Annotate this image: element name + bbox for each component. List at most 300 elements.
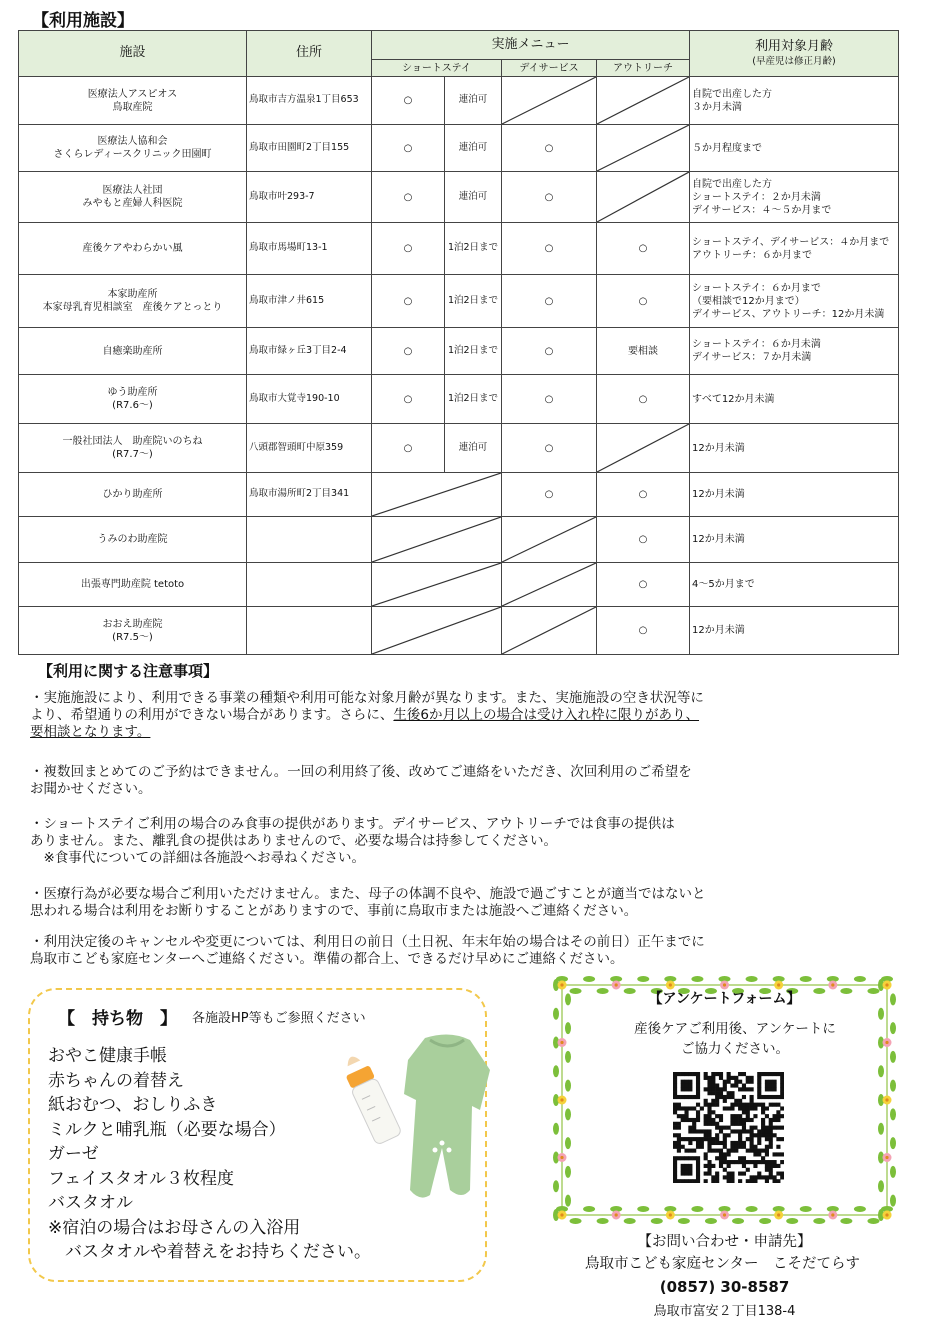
- qr-module: [734, 1118, 738, 1122]
- target-age: [690, 223, 899, 275]
- leaf-icon: [854, 1206, 866, 1212]
- target-age-line: ショートステイ：２か月未満: [692, 191, 821, 203]
- qr-module: [761, 1118, 765, 1122]
- facility-address: 鳥取市大覚寺190-10: [247, 375, 372, 424]
- qr-module: [707, 1133, 711, 1137]
- target-age-line: 4～5か月まで: [692, 579, 755, 590]
- qr-module: [769, 1080, 773, 1084]
- dayservice-mark: ○: [502, 328, 597, 375]
- qr-module: [757, 1095, 761, 1099]
- qr-module: [727, 1160, 731, 1164]
- target-age-line: 12か月未満: [692, 534, 745, 545]
- qr-module: [711, 1087, 715, 1091]
- qr-module: [719, 1141, 723, 1145]
- leaf-icon: [565, 1166, 571, 1178]
- leaf-icon: [565, 1137, 571, 1149]
- facility-section-heading: 【利用施設】: [32, 11, 134, 31]
- flower-center-icon: [777, 983, 780, 986]
- qr-module: [738, 1129, 742, 1133]
- qr-module: [757, 1175, 761, 1179]
- qr-module: [696, 1137, 700, 1141]
- qr-module: [696, 1156, 700, 1160]
- qr-module: [750, 1080, 754, 1084]
- qr-module: [769, 1172, 773, 1176]
- qr-module: [753, 1114, 757, 1118]
- leaf-icon: [878, 1008, 884, 1020]
- outreach-mark: ○: [597, 375, 690, 424]
- qr-module: [692, 1137, 696, 1141]
- shortstay-stay: 1泊2日まで: [445, 275, 502, 328]
- qr-module: [723, 1083, 727, 1087]
- qr-module: [750, 1179, 754, 1183]
- qr-module: [692, 1126, 696, 1130]
- qr-module: [750, 1137, 754, 1141]
- qr-module: [746, 1080, 750, 1084]
- qr-module: [757, 1149, 761, 1153]
- qr-module: [684, 1095, 688, 1099]
- qr-module: [780, 1091, 784, 1095]
- target-age-line: アウトリーチ：６か月まで: [692, 249, 813, 261]
- qr-module: [715, 1149, 719, 1153]
- table-row: [19, 424, 899, 473]
- shortstay-na: [372, 607, 502, 655]
- qr-module: [688, 1087, 692, 1091]
- qr-module: [738, 1156, 742, 1160]
- qr-module: [711, 1103, 715, 1107]
- qr-module: [673, 1080, 677, 1084]
- qr-module: [765, 1080, 769, 1084]
- qr-module: [696, 1164, 700, 1168]
- note-line: ・ショートステイご利用の場合のみ食事の提供があります。デイサービス、アウトリーチでは食事の提供は: [30, 816, 675, 832]
- shortstay-stay: 連泊可: [445, 125, 502, 172]
- col-header-outreach: アウトリーチ: [597, 60, 690, 77]
- outreach-mark: ○: [597, 275, 690, 328]
- qr-module: [730, 1160, 734, 1164]
- qr-module: [730, 1114, 734, 1118]
- qr-module: [704, 1122, 708, 1126]
- qr-module: [773, 1152, 777, 1156]
- qr-module: [780, 1076, 784, 1080]
- qr-module: [688, 1172, 692, 1176]
- qr-module: [673, 1122, 677, 1126]
- flower-center-icon: [669, 1213, 672, 1216]
- qr-module: [677, 1149, 681, 1153]
- qr-module: [673, 1076, 677, 1080]
- qr-module: [707, 1145, 711, 1149]
- facility-name-line: 産後ケアやわらかい風: [82, 243, 183, 254]
- belonging-item: ※宿泊の場合はお母さんの入浴用: [48, 1217, 301, 1238]
- qr-module: [681, 1137, 685, 1141]
- qr-module: [681, 1083, 685, 1087]
- qr-module: [692, 1095, 696, 1099]
- qr-module: [692, 1072, 696, 1076]
- qr-module: [727, 1095, 731, 1099]
- qr-module: [704, 1118, 708, 1122]
- flower-center-icon: [615, 1213, 618, 1216]
- qr-module: [765, 1114, 769, 1118]
- note-line: ・実施施設により、利用できる事業の種類や利用可能な対象月齢が異なります。また、実施施設の空き状況等に: [30, 690, 704, 706]
- qr-module: [692, 1106, 696, 1110]
- qr-module: [746, 1087, 750, 1091]
- flower-center-icon: [669, 983, 672, 986]
- qr-module: [757, 1152, 761, 1156]
- qr-module: [746, 1168, 750, 1172]
- qr-module: [750, 1099, 754, 1103]
- qr-module: [765, 1137, 769, 1141]
- qr-module: [738, 1179, 742, 1183]
- shortstay-na: [372, 563, 502, 607]
- qr-module: [715, 1179, 719, 1183]
- shortstay-na: [372, 473, 502, 517]
- qr-module: [684, 1118, 688, 1122]
- qr-module: [673, 1172, 677, 1176]
- col-header-facility: 施設: [19, 31, 247, 77]
- qr-module: [681, 1080, 685, 1084]
- target-header-title: 利用対象月齢: [755, 38, 834, 54]
- qr-module: [734, 1083, 738, 1087]
- qr-module: [742, 1160, 746, 1164]
- facility-name: [19, 172, 247, 223]
- qr-module: [730, 1172, 734, 1176]
- qr-module: [742, 1129, 746, 1133]
- table-row: [19, 223, 899, 275]
- shortstay-mark: ○: [372, 328, 445, 375]
- leaf-icon: [878, 1065, 884, 1077]
- qr-module: [746, 1114, 750, 1118]
- shortstay-mark: ○: [372, 275, 445, 328]
- qr-module: [773, 1160, 777, 1164]
- facility-address: 鳥取市叶293-7: [247, 172, 372, 223]
- target-age-line: デイサービス：７か月未満: [692, 352, 812, 363]
- qr-module: [727, 1076, 731, 1080]
- qr-module: [688, 1080, 692, 1084]
- qr-module: [769, 1072, 773, 1076]
- qr-module: [715, 1122, 719, 1126]
- facility-name-line: (R7.6～): [112, 400, 153, 411]
- qr-module: [738, 1160, 742, 1164]
- qr-module: [715, 1072, 719, 1076]
- leaf-icon: [565, 1022, 571, 1034]
- qr-module: [704, 1172, 708, 1176]
- qr-module: [673, 1087, 677, 1091]
- dayservice-mark: ○: [502, 375, 597, 424]
- leaf-icon: [890, 1080, 896, 1092]
- qr-module: [776, 1164, 780, 1168]
- qr-module: [673, 1072, 677, 1076]
- target-age-line: 自院で出産した方: [692, 178, 773, 190]
- qr-module: [761, 1095, 765, 1099]
- qr-module: [769, 1145, 773, 1149]
- table-row: [19, 275, 899, 328]
- qr-module: [746, 1103, 750, 1107]
- qr-module: [780, 1080, 784, 1084]
- leaf-icon: [624, 1218, 636, 1224]
- qr-module: [780, 1072, 784, 1076]
- target-age: [690, 517, 899, 563]
- qr-module: [684, 1168, 688, 1172]
- qr-module: [769, 1141, 773, 1145]
- qr-module: [780, 1095, 784, 1099]
- facility-name-line: 出張専門助産院 tetoto: [80, 579, 185, 590]
- qr-module: [711, 1091, 715, 1095]
- qr-module: [773, 1083, 777, 1087]
- target-age: [690, 607, 899, 655]
- qr-module: [673, 1156, 677, 1160]
- qr-module: [746, 1106, 750, 1110]
- table-row: [19, 607, 899, 655]
- facility-address: [247, 563, 372, 607]
- belongings-note: 各施設HP等もご参照ください: [192, 1011, 366, 1026]
- qr-module: [723, 1156, 727, 1160]
- qr-module: [704, 1099, 708, 1103]
- qr-module: [696, 1110, 700, 1114]
- qr-module: [715, 1175, 719, 1179]
- table-row: [19, 172, 899, 223]
- qr-module: [776, 1172, 780, 1176]
- qr-module: [723, 1141, 727, 1145]
- qr-module: [761, 1110, 765, 1114]
- qr-module: [696, 1114, 700, 1118]
- qr-module: [753, 1152, 757, 1156]
- qr-module: [681, 1114, 685, 1118]
- qr-module: [742, 1126, 746, 1130]
- qr-module: [711, 1083, 715, 1087]
- qr-module: [757, 1072, 761, 1076]
- qr-module: [742, 1072, 746, 1076]
- notes-heading: 【利用に関する注意事項】: [38, 662, 219, 680]
- survey-qr-code[interactable]: [673, 1072, 784, 1183]
- note-reservation: [30, 764, 895, 798]
- qr-module: [734, 1160, 738, 1164]
- facility-name-line: (R7.5～): [112, 631, 153, 643]
- leaf-icon: [691, 976, 703, 982]
- qr-module: [730, 1122, 734, 1126]
- shortstay-mark: ○: [372, 172, 445, 223]
- leaf-icon: [854, 976, 866, 982]
- qr-module: [746, 1118, 750, 1122]
- qr-module: [738, 1072, 742, 1076]
- qr-module: [776, 1152, 780, 1156]
- qr-module: [757, 1091, 761, 1095]
- target-age-line: デイサービス、アウトリーチ：12か月未満: [692, 308, 885, 320]
- dayservice-na: [502, 77, 597, 125]
- qr-module: [704, 1129, 708, 1133]
- qr-module: [776, 1110, 780, 1114]
- shortstay-stay: 連泊可: [445, 172, 502, 223]
- shortstay-mark: ○: [372, 77, 445, 125]
- qr-module: [753, 1106, 757, 1110]
- note-line: ・複数回まとめてのご予約はできません。一回の利用終了後、改めてご連絡をいただき、次回利用のご希望を: [30, 764, 692, 780]
- qr-module: [723, 1145, 727, 1149]
- qr-module: [734, 1129, 738, 1133]
- target-age-line: 12か月未満: [692, 442, 745, 454]
- target-age: [690, 473, 899, 517]
- qr-module: [773, 1114, 777, 1118]
- qr-module: [780, 1172, 784, 1176]
- note-line: ありません。また、離乳食の提供はありませんので、必要な場合は持参してください。: [30, 833, 558, 849]
- qr-module: [684, 1149, 688, 1153]
- note-line: ※食事代についての詳細は各施設へお尋ねください。: [30, 850, 366, 866]
- target-age: [690, 328, 899, 375]
- qr-module: [734, 1114, 738, 1118]
- leaf-icon: [583, 1206, 595, 1212]
- qr-module: [681, 1156, 685, 1160]
- qr-module: [719, 1164, 723, 1168]
- facility-name: [19, 77, 247, 125]
- facility-address: 八頭郡智頭町中原359: [247, 424, 372, 473]
- qr-module: [723, 1152, 727, 1156]
- dayservice-mark: ○: [502, 125, 597, 172]
- facility-name-line: 医療法人アスピオス: [87, 88, 178, 100]
- qr-module: [757, 1087, 761, 1091]
- outreach-na: [597, 424, 690, 473]
- qr-module: [746, 1160, 750, 1164]
- qr-module: [738, 1122, 742, 1126]
- qr-module: [723, 1106, 727, 1110]
- qr-module: [715, 1099, 719, 1103]
- flower-center-icon: [723, 983, 726, 986]
- qr-module: [696, 1083, 700, 1087]
- leaf-icon: [890, 1051, 896, 1063]
- qr-module: [742, 1103, 746, 1107]
- qr-module: [742, 1141, 746, 1145]
- qr-module: [719, 1152, 723, 1156]
- qr-module: [769, 1175, 773, 1179]
- qr-module: [696, 1091, 700, 1095]
- leaf-icon: [800, 1206, 812, 1212]
- qr-module: [723, 1126, 727, 1130]
- survey-title: 【アンケートフォーム】: [648, 991, 801, 1007]
- qr-module: [773, 1179, 777, 1183]
- flower-center-icon: [560, 1041, 563, 1044]
- flower-center-icon: [777, 1213, 780, 1216]
- qr-module: [688, 1179, 692, 1183]
- note-line: ・利用決定後のキャンセルや変更については、利用日の前日（土日祝、年末年始の場合はその前日）正午までに: [30, 934, 705, 950]
- table-row: [19, 517, 899, 563]
- qr-module: [677, 1114, 681, 1118]
- qr-module: [750, 1141, 754, 1145]
- qr-module: [715, 1087, 719, 1091]
- outreach-mark: ○: [597, 607, 690, 655]
- qr-module: [681, 1106, 685, 1110]
- qr-module: [677, 1106, 681, 1110]
- qr-module: [765, 1175, 769, 1179]
- qr-module: [696, 1103, 700, 1107]
- leaf-icon: [746, 976, 758, 982]
- qr-module: [707, 1168, 711, 1172]
- qr-module: [681, 1168, 685, 1172]
- flower-center-icon: [560, 983, 563, 986]
- shortstay-na: [372, 517, 502, 563]
- qr-module: [707, 1141, 711, 1145]
- qr-module: [776, 1095, 780, 1099]
- qr-module: [773, 1175, 777, 1179]
- outreach-mark: ○: [597, 473, 690, 517]
- leaf-icon: [867, 1218, 879, 1224]
- qr-module: [753, 1133, 757, 1137]
- qr-module: [692, 1156, 696, 1160]
- qr-module: [700, 1137, 704, 1141]
- qr-module: [707, 1110, 711, 1114]
- leaf-icon: [570, 1218, 582, 1224]
- qr-module: [692, 1122, 696, 1126]
- target-age-line: ３か月未満: [692, 101, 743, 113]
- qr-module: [673, 1126, 677, 1130]
- leaf-icon: [565, 1108, 571, 1120]
- leaf-icon: [553, 1180, 559, 1192]
- qr-module: [681, 1118, 685, 1122]
- leaf-icon: [746, 1206, 758, 1212]
- qr-module: [769, 1137, 773, 1141]
- outreach-na: [597, 172, 690, 223]
- qr-module: [719, 1087, 723, 1091]
- qr-module: [684, 1106, 688, 1110]
- qr-module: [711, 1080, 715, 1084]
- qr-module: [765, 1106, 769, 1110]
- target-age: [690, 125, 899, 172]
- flower-center-icon: [831, 983, 834, 986]
- target-age-line: 12か月未満: [692, 489, 745, 500]
- qr-module: [769, 1122, 773, 1126]
- leaf-icon: [732, 1218, 744, 1224]
- qr-module: [696, 1072, 700, 1076]
- qr-module: [727, 1164, 731, 1168]
- target-age-line: 自院で出産した方: [692, 88, 773, 100]
- qr-module: [711, 1099, 715, 1103]
- qr-module: [765, 1072, 769, 1076]
- bodysuit-icon: [404, 1034, 490, 1197]
- flower-center-icon: [885, 1041, 888, 1044]
- qr-module: [730, 1095, 734, 1099]
- qr-module: [765, 1168, 769, 1172]
- qr-module: [746, 1137, 750, 1141]
- qr-module: [677, 1103, 681, 1107]
- facility-name: [19, 223, 247, 275]
- outreach-mark: 要相談: [597, 328, 690, 375]
- target-age: [690, 275, 899, 328]
- qr-module: [753, 1126, 757, 1130]
- col-header-target: [690, 31, 899, 77]
- facility-name-line: 鳥取産院: [112, 101, 153, 113]
- qr-module: [696, 1145, 700, 1149]
- leaf-icon: [890, 1195, 896, 1207]
- contact-address: 鳥取市富安２丁目138-4: [653, 1304, 796, 1319]
- qr-module: [765, 1095, 769, 1099]
- qr-module: [673, 1175, 677, 1179]
- qr-module: [704, 1114, 708, 1118]
- qr-module: [684, 1172, 688, 1176]
- qr-module: [738, 1099, 742, 1103]
- qr-module: [742, 1122, 746, 1126]
- qr-module: [738, 1145, 742, 1149]
- qr-module: [707, 1106, 711, 1110]
- facility-address: 鳥取市馬場町13-1: [247, 223, 372, 275]
- facility-name: [19, 563, 247, 607]
- facility-name: [19, 424, 247, 473]
- belongings-list: [48, 1044, 371, 1265]
- qr-module: [730, 1103, 734, 1107]
- qr-module: [765, 1152, 769, 1156]
- qr-module: [696, 1076, 700, 1080]
- belonging-item: ガーゼ: [48, 1144, 99, 1164]
- qr-module: [719, 1095, 723, 1099]
- leaf-icon: [553, 1065, 559, 1077]
- qr-module: [757, 1141, 761, 1145]
- qr-module: [738, 1103, 742, 1107]
- qr-module: [719, 1129, 723, 1133]
- belonging-item: ミルクと哺乳瓶（必要な場合）: [48, 1119, 286, 1140]
- target-header-note: (早産児は修正月齢): [752, 55, 836, 67]
